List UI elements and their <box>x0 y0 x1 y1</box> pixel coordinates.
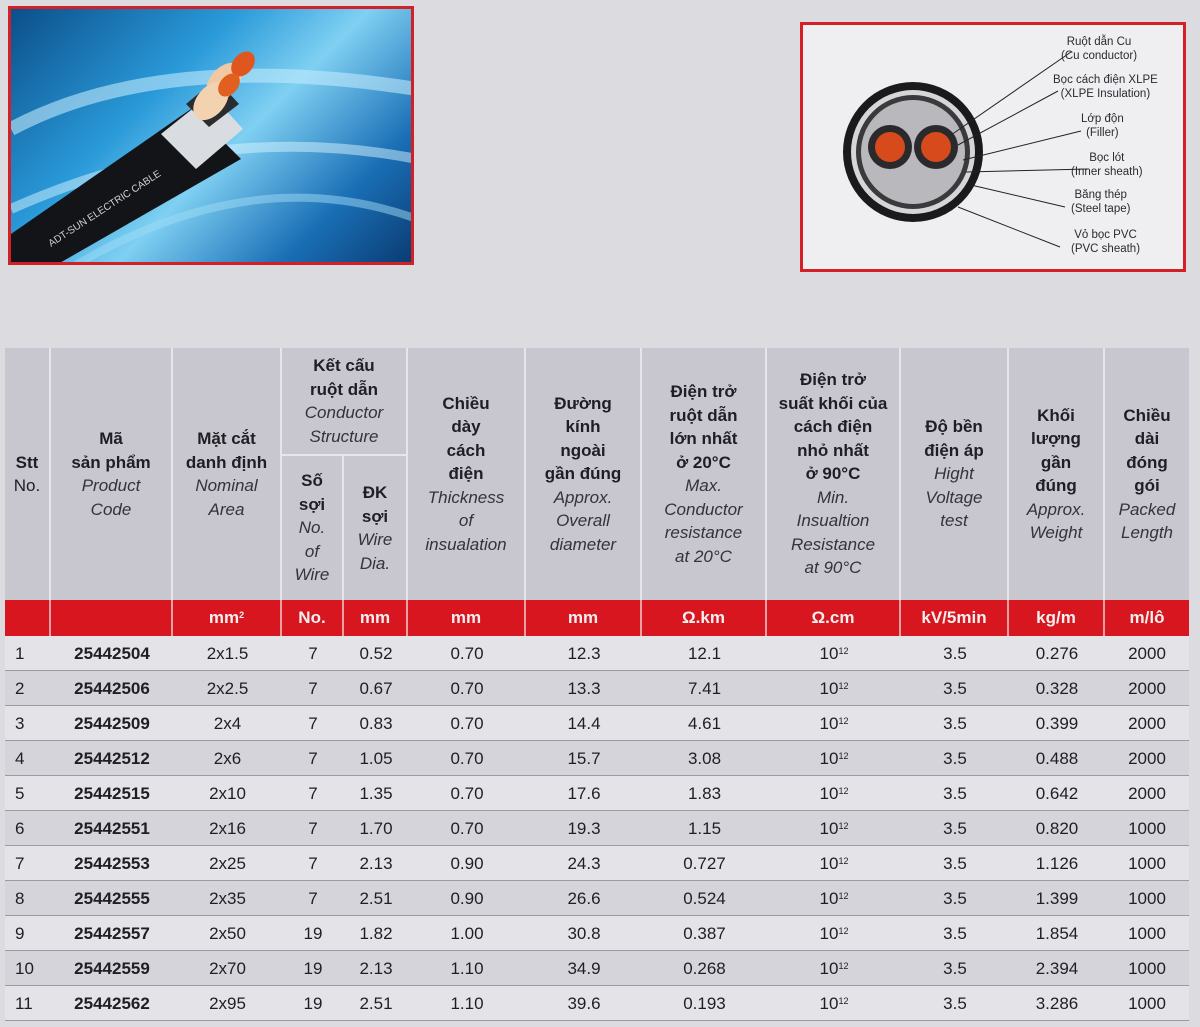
cell-area: 2x95 <box>209 993 246 1013</box>
cell-dia: 0.52 <box>359 643 393 663</box>
cell-code: 25442562 <box>74 993 150 1013</box>
cell-ins: 10 $^{12}$ <box>819 993 849 1013</box>
cell-weight: 0.276 <box>1035 643 1079 663</box>
cell-wires: 19 <box>303 923 323 943</box>
cell-dia: 1.05 <box>359 748 393 768</box>
cell-ins: 10 $^{12}$ <box>819 748 849 768</box>
cell-dia: 0.67 <box>359 678 393 698</box>
cell-wires: 7 <box>308 853 318 873</box>
cell-thick: 0.70 <box>450 678 484 698</box>
cell-dia: 1.35 <box>359 783 393 803</box>
cell-len: 1000 <box>1128 888 1166 908</box>
unit-thickness: mm <box>408 600 526 636</box>
cell-od: 13.3 <box>567 678 601 698</box>
cell-area: 2x70 <box>209 958 246 978</box>
cable-print-text: ADT-SUN ELECTRIC CABLE <box>46 168 164 250</box>
cell-dia: 2.13 <box>359 853 393 873</box>
cell-stt: 3 <box>15 713 25 733</box>
cell-ins: 10 $^{12}$ <box>819 958 849 978</box>
table-row <box>5 636 1189 671</box>
unit-stt <box>5 600 51 636</box>
cell-len: 2000 <box>1128 678 1166 698</box>
header-stt: Stt No. <box>5 348 51 600</box>
cell-weight: 0.328 <box>1035 678 1079 698</box>
diagram-label-pvc-sheath: Vỏ bọc PVC (PVC sheath) <box>1071 229 1141 255</box>
units-row <box>5 600 1189 636</box>
cell-stt: 10 <box>15 958 34 978</box>
cell-len: 2000 <box>1128 748 1166 768</box>
cell-len: 1000 <box>1128 853 1166 873</box>
cell-area: 2x35 <box>209 888 246 908</box>
header-packed-length: Chiều dài đóng gói Packed Length <box>1118 405 1176 542</box>
cell-area: 2x4 <box>213 713 242 733</box>
cell-area: 2x2.5 <box>206 678 249 698</box>
cell-ins: 10 $^{12}$ <box>819 678 849 698</box>
cell-thick: 0.70 <box>450 643 484 663</box>
cell-code: 25442557 <box>74 923 150 943</box>
diagram-label-filler: Lớp độn (Filler) <box>1081 113 1124 139</box>
cell-res: 7.41 <box>687 678 722 698</box>
cell-ins: 10 $^{12}$ <box>819 818 849 838</box>
cell-weight: 1.854 <box>1035 923 1079 943</box>
cell-weight: 3.286 <box>1035 993 1079 1013</box>
cell-stt: 8 <box>15 888 25 908</box>
table-row <box>5 776 1189 811</box>
cell-ins: 10 $^{12}$ <box>819 713 849 733</box>
header-nominal-area: Mặt cắt danh định Nominal Area <box>173 348 282 600</box>
cell-wires: 7 <box>308 748 318 768</box>
cell-od: 24.3 <box>567 853 601 873</box>
cell-volt: 3.5 <box>943 748 967 768</box>
cell-dia: 1.82 <box>359 923 393 943</box>
unit-wires: No. <box>282 600 344 636</box>
cell-volt: 3.5 <box>943 853 967 873</box>
cell-stt: 5 <box>15 783 25 803</box>
unit-length: m/lô <box>1129 608 1165 627</box>
cell-thick: 0.90 <box>450 888 484 908</box>
cell-weight: 0.399 <box>1035 713 1079 733</box>
cell-volt: 3.5 <box>943 818 967 838</box>
cell-code: 25442553 <box>74 853 150 873</box>
unit-area: mm $^2$ <box>173 600 282 636</box>
cell-res: 1.15 <box>687 818 722 838</box>
table-row <box>5 706 1189 741</box>
cell-wires: 7 <box>308 678 318 698</box>
cell-code: 25442506 <box>74 678 150 698</box>
cable-photo <box>8 6 414 265</box>
cell-weight: 2.394 <box>1035 958 1079 978</box>
cell-stt: 11 <box>15 993 33 1013</box>
cell-volt: 3.5 <box>943 993 967 1013</box>
cell-ins: 10 $^{12}$ <box>819 923 849 943</box>
cell-weight: 0.642 <box>1035 783 1079 803</box>
cell-res: 0.387 <box>683 923 726 943</box>
cell-weight: 0.488 <box>1035 748 1079 768</box>
cell-wires: 7 <box>308 783 318 803</box>
cell-len: 1000 <box>1128 818 1166 838</box>
cell-stt: 9 <box>15 923 25 943</box>
table-row <box>5 811 1189 846</box>
header-approx-weight: Khối lượng gần đúng Approx. Weight <box>1009 348 1105 600</box>
cell-code: 25442509 <box>74 713 150 733</box>
cell-thick: 0.90 <box>450 853 484 873</box>
header-overall-diameter: Đường kính ngoài gần đúng Approx. Overall diameter <box>526 348 642 600</box>
cell-thick: 0.70 <box>450 713 484 733</box>
cell-wires: 7 <box>308 888 318 908</box>
cell-code: 25442551 <box>74 818 150 838</box>
cell-code: 25442504 <box>74 643 150 663</box>
cell-res: 4.61 <box>687 713 722 733</box>
cell-code: 25442512 <box>74 748 150 768</box>
cell-volt: 3.5 <box>943 888 967 908</box>
diagram-label-xlpe: Bọc cách điện XLPE (XLPE Insulation) <box>1053 74 1158 100</box>
cell-wires: 19 <box>303 993 323 1013</box>
cell-volt: 3.5 <box>943 958 967 978</box>
table-row <box>5 951 1189 986</box>
table-row <box>5 741 1189 776</box>
cell-res: 3.08 <box>687 748 722 768</box>
cell-od: 39.6 <box>567 993 601 1013</box>
cell-thick: 1.10 <box>450 958 484 978</box>
cell-res: 0.268 <box>683 958 726 978</box>
unit-insulation-resistance: Ω.cm <box>767 600 901 636</box>
cell-volt: 3.5 <box>943 783 967 803</box>
header-voltage-test: Độ bền điện áp Hight Voltage test <box>901 348 1009 600</box>
diagram-label-inner-sheath: Bọc lót (Inner sheath) <box>1071 152 1143 178</box>
cell-res: 0.524 <box>683 888 726 908</box>
unit-code <box>51 600 173 636</box>
cell-ins: 10 $^{12}$ <box>819 853 849 873</box>
table-row <box>5 671 1189 706</box>
cell-res: 1.83 <box>687 783 722 803</box>
header-conductor-structure: Kết cấu ruột dẫn Conductor Structure <box>282 348 408 456</box>
cell-stt: 6 <box>15 818 25 838</box>
cell-dia: 2.51 <box>359 888 393 908</box>
header-insulation-resistance: Điện trở suất khối của cách điện nhỏ nhất ở 90°C Min. Insualtion Resistance at 90°C <box>767 348 901 600</box>
table-header <box>5 348 1189 600</box>
cell-dia: 0.83 <box>359 713 393 733</box>
cell-res: 0.727 <box>683 853 726 873</box>
cell-res: 12.1 <box>687 643 722 663</box>
cell-area: 2x50 <box>209 923 246 943</box>
cell-volt: 3.5 <box>943 923 967 943</box>
cell-od: 12.3 <box>567 643 601 663</box>
cell-code: 25442515 <box>74 783 150 803</box>
cell-wires: 19 <box>303 958 323 978</box>
cell-od: 15.7 <box>567 748 601 768</box>
cell-wires: 7 <box>308 643 318 663</box>
cell-len: 2000 <box>1128 643 1166 663</box>
cell-volt: 3.5 <box>943 713 967 733</box>
cell-thick: 1.00 <box>450 923 484 943</box>
cell-area: 2x16 <box>209 818 246 838</box>
cell-od: 19.3 <box>567 818 601 838</box>
cell-stt: 7 <box>15 853 25 873</box>
table-row <box>5 846 1189 881</box>
cell-weight: 1.126 <box>1035 853 1079 873</box>
unit-weight: kg/m <box>1009 600 1105 636</box>
table-row <box>5 986 1189 1021</box>
cell-code: 25442559 <box>74 958 150 978</box>
cross-section-diagram <box>800 22 1186 272</box>
header-wire-dia: ĐK sợi Wire Dia. <box>344 456 408 600</box>
cell-len: 1000 <box>1128 923 1166 943</box>
cell-thick: 0.70 <box>450 748 484 768</box>
cell-dia: 1.70 <box>359 818 393 838</box>
unit-resistance: Ω.km <box>642 600 767 636</box>
table-row <box>5 916 1189 951</box>
header-insulation-thickness: Chiều dày cách điện Thickness of insualation <box>408 348 526 600</box>
cell-weight: 1.399 <box>1035 888 1079 908</box>
cell-thick: 0.70 <box>450 818 484 838</box>
cell-len: 2000 <box>1128 783 1166 803</box>
unit-voltage: kV/5min <box>901 600 1009 636</box>
cell-ins: 10 $^{12}$ <box>819 888 849 908</box>
cell-res: 0.193 <box>683 993 726 1013</box>
cell-area: 2x25 <box>209 853 246 873</box>
cell-od: 26.6 <box>567 888 601 908</box>
diagram-label-cu: Ruột dẫn Cu (Cu conductor) <box>1061 36 1138 62</box>
cell-area: 2x1.5 <box>206 643 249 663</box>
header-no-of-wire: Số sợi No. of Wire <box>282 456 344 600</box>
cell-ins: 10 $^{12}$ <box>819 643 849 663</box>
cell-area: 2x6 <box>213 748 242 768</box>
cell-code: 25442555 <box>74 888 150 908</box>
cell-stt: 1 <box>15 643 25 663</box>
diagram-label-steel-tape: Băng thép (Steel tape) <box>1071 189 1131 215</box>
cell-od: 17.6 <box>567 783 601 803</box>
cell-od: 14.4 <box>567 713 601 733</box>
cell-volt: 3.5 <box>943 678 967 698</box>
cell-od: 30.8 <box>567 923 601 943</box>
cell-thick: 1.10 <box>450 993 484 1013</box>
cell-dia: 2.13 <box>359 958 393 978</box>
cell-len: 2000 <box>1128 713 1166 733</box>
cell-thick: 0.70 <box>450 783 484 803</box>
cell-weight: 0.820 <box>1035 818 1079 838</box>
unit-diameter: mm <box>526 600 642 636</box>
cell-len: 1000 <box>1128 958 1166 978</box>
cell-stt: 2 <box>15 678 25 698</box>
cell-area: 2x10 <box>209 783 246 803</box>
cell-wires: 7 <box>308 818 318 838</box>
cell-wires: 7 <box>308 713 318 733</box>
table-row <box>5 881 1189 916</box>
cell-len: 1000 <box>1128 993 1166 1013</box>
header-conductor-resistance: Điện trở ruột dẫn lớn nhất ở 20°C Max. Conductor resistance at 20°C <box>642 348 767 600</box>
cell-od: 34.9 <box>567 958 601 978</box>
cell-volt: 3.5 <box>943 643 967 663</box>
unit-wire-dia: mm <box>344 600 408 636</box>
cell-dia: 2.51 <box>359 993 393 1013</box>
cell-stt: 4 <box>15 748 25 768</box>
cell-ins: 10 $^{12}$ <box>819 783 849 803</box>
header-product-code: Mã sản phẩm Product Code <box>51 348 173 600</box>
